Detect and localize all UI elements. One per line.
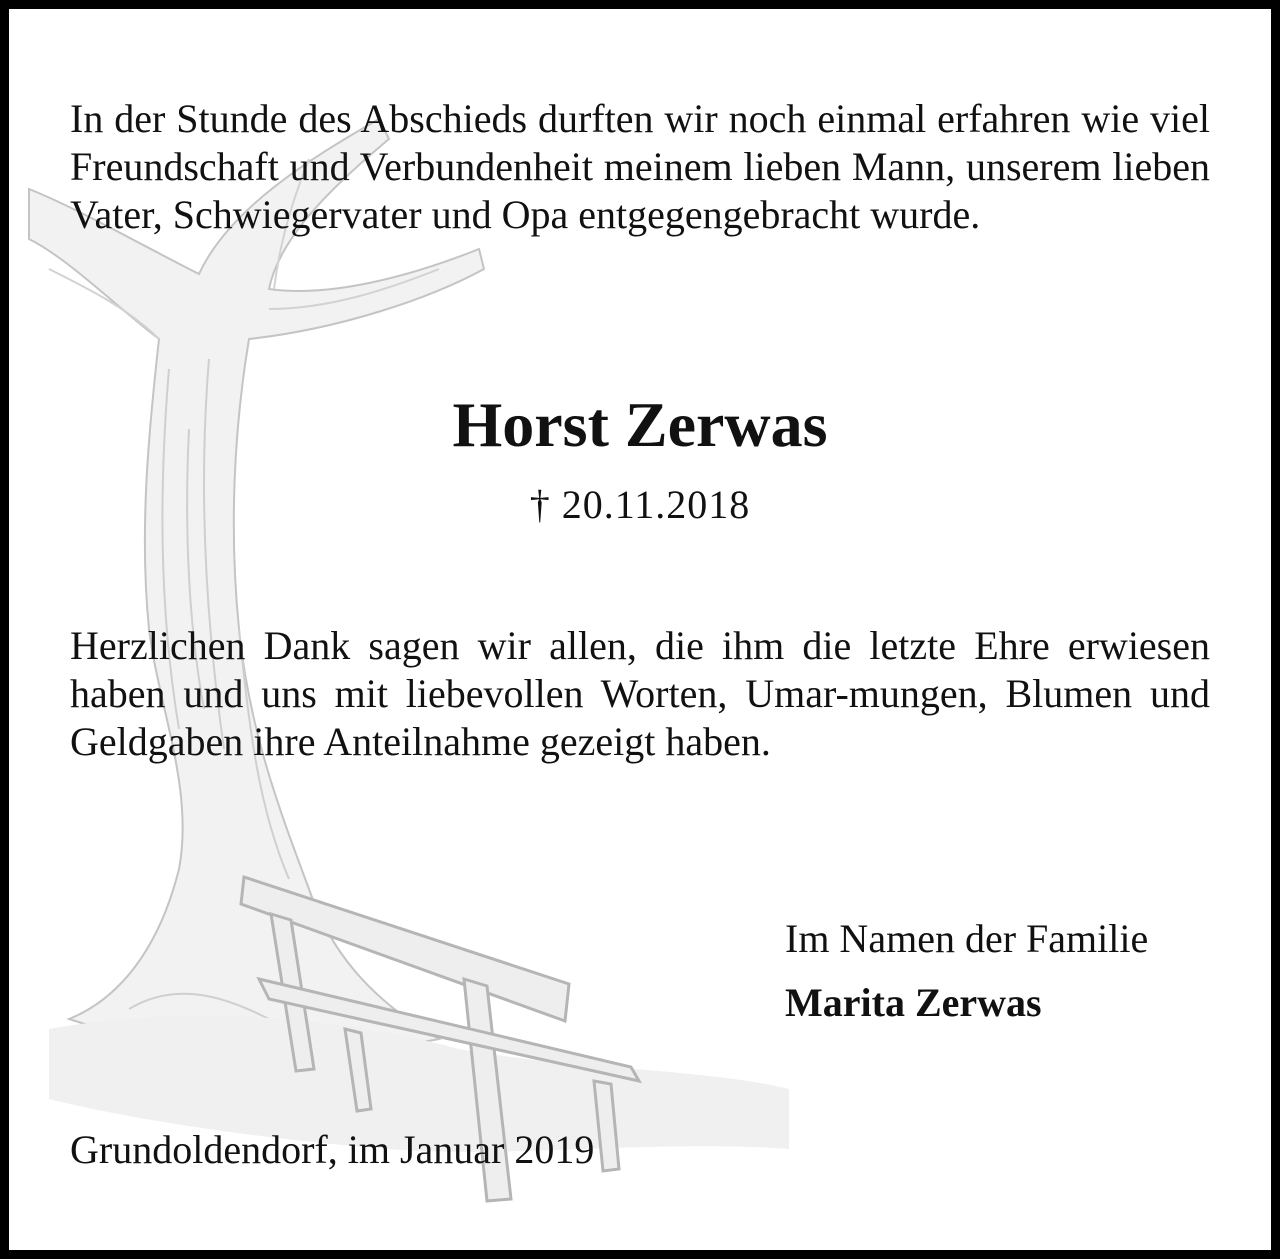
thanks-paragraph: Herzlichen Dank sagen wir allen, die ihm die letzte Ehre erwiesen haben und uns mit liebevollen Worten, Umar-mungen, Blumen und Geldgaben ihre Anteilnahme gezeigt haben. [70,623,1210,764]
tree-trunk [29,119,484,1052]
signoff-line: Im Namen der Familie [785,916,1149,961]
signer-name: Marita Zerwas [785,980,1042,1025]
deceased-name: Horst Zerwas [452,389,828,460]
place-date: Grundoldendorf, im Januar 2019 [70,1127,595,1172]
intro-paragraph: In der Stunde des Abschieds durften wir noch einmal erfahren wie viel Freundschaft und Verbundenheit meinem lieben Mann, unserem lieben Vater, Schwiegervater und Opa entgegengebracht wurde. [70,96,1210,237]
death-date: † 20.11.2018 [529,482,751,527]
